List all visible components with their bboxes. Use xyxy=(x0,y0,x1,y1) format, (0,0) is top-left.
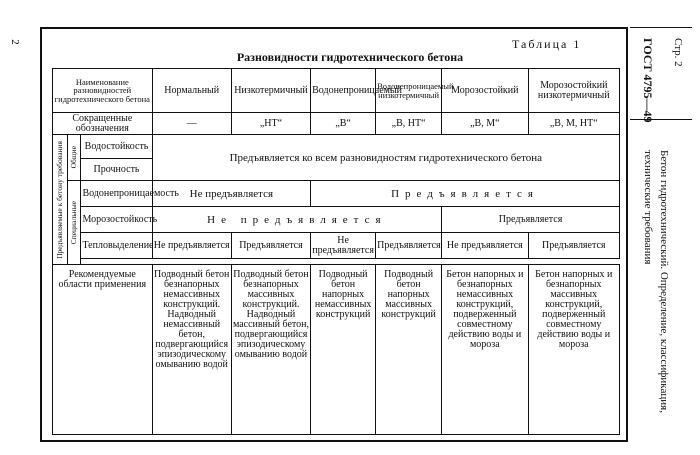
heat-value: Предъявляется xyxy=(231,233,310,259)
header-col-low-heat: Низкотермичный xyxy=(231,69,310,113)
header-col-waterproof-low-heat: Водонепроницаемый низкотермичный xyxy=(376,69,442,113)
req-heat-label: Тепловыделение xyxy=(81,233,152,259)
side-page-number: Стр. 2 xyxy=(672,38,684,67)
concrete-types-table xyxy=(52,68,620,435)
recommended-value: Бетон напорных и безнапорных массивных конструкций, подверженный совместному действию воды и мороза xyxy=(528,265,620,435)
side-description: Бетон гидротехнический. Определение, классификация, технические требования xyxy=(642,150,670,413)
recommended-value: Подводный бетон напорных немассивных конструкций xyxy=(311,265,376,435)
recommended-value: Подводный бетон напорных массивных конструкций xyxy=(376,265,442,435)
heat-value: Предъявляется xyxy=(528,233,620,259)
heat-value: Предъявляется xyxy=(376,233,442,259)
header-col-frost-low-heat: Морозостойкий низкотермичный xyxy=(528,69,620,113)
recommended-row xyxy=(53,265,620,435)
header-col-normal: Нормальный xyxy=(152,69,231,113)
abbrev-value: „НТ“ xyxy=(231,113,310,135)
abbrev-value: „В“ xyxy=(311,113,376,135)
heat-value: Не предъявляется xyxy=(442,233,528,259)
header-name-cell: Наименование разновидностей гидротехнического бетона xyxy=(53,69,153,113)
waterproof-not-required: Не предъявляется xyxy=(152,181,311,207)
header-col-frost: Морозостойкий xyxy=(442,69,528,113)
req-waterproof-label: Водонепроницаемость xyxy=(81,181,152,207)
recommended-value: Подводный бетон безнапорных немассивных конструкций. Надводный немассивный бетон, подвергающийся эпизодическому омыванию водой xyxy=(152,265,231,435)
req-heat-row xyxy=(53,233,620,259)
table-title: Разновидности гидротехнического бетона xyxy=(236,50,464,64)
general-requirement-text: Предъявляется ко всем разновидностям гидротехнического бетона xyxy=(152,135,619,181)
page-number: 2 xyxy=(8,39,21,45)
req-strength-label: Прочность xyxy=(81,159,152,181)
abbrev-label: Сокращенные обозначения xyxy=(53,113,153,135)
abbrev-value: „В, М“ xyxy=(442,113,528,135)
table-label: Таблица 1 xyxy=(512,37,582,51)
abbrev-row xyxy=(53,113,620,135)
frost-not-required: Не предъявляется xyxy=(152,207,442,233)
recommended-value: Подводный бетон безнапорных массивных конструкций. Надводный массивный бетон, подвергающийся эпизодическому омыванию водой xyxy=(231,265,310,435)
req-frost-label: Морозостойкость xyxy=(81,207,152,233)
req-waterproof-row xyxy=(53,181,620,207)
abbrev-value: „В, НТ“ xyxy=(376,113,442,135)
header-col-waterproof: Водонепроницаемый xyxy=(311,69,376,113)
recommended-value: Бетон напорных и безнапорных немассивных конструкций, подверженный совместному действию воды и мороза xyxy=(442,265,528,435)
heat-value: Не предъявляется xyxy=(311,233,376,259)
general-group-label: Общие xyxy=(68,135,81,181)
frost-required: Предъявляется xyxy=(442,207,620,233)
req-frost-row xyxy=(53,207,620,233)
req-water-resistance-label: Водостойкость xyxy=(81,135,152,159)
side-gost-title: ГОСТ 4795—49 xyxy=(641,38,655,123)
waterproof-required: Предъявляется xyxy=(311,181,620,207)
abbrev-value: — xyxy=(152,113,231,135)
requirements-group-label: Предъявляемые к бетону требования xyxy=(53,135,68,265)
heat-value: Не предъявляется xyxy=(152,233,231,259)
recommended-label: Рекомендуемые области применения xyxy=(53,265,153,435)
abbrev-value: „В, М, НТ“ xyxy=(528,113,620,135)
req-water-resistance-row xyxy=(53,135,620,159)
header-row xyxy=(53,69,620,113)
special-group-label: Специальные xyxy=(68,181,81,265)
